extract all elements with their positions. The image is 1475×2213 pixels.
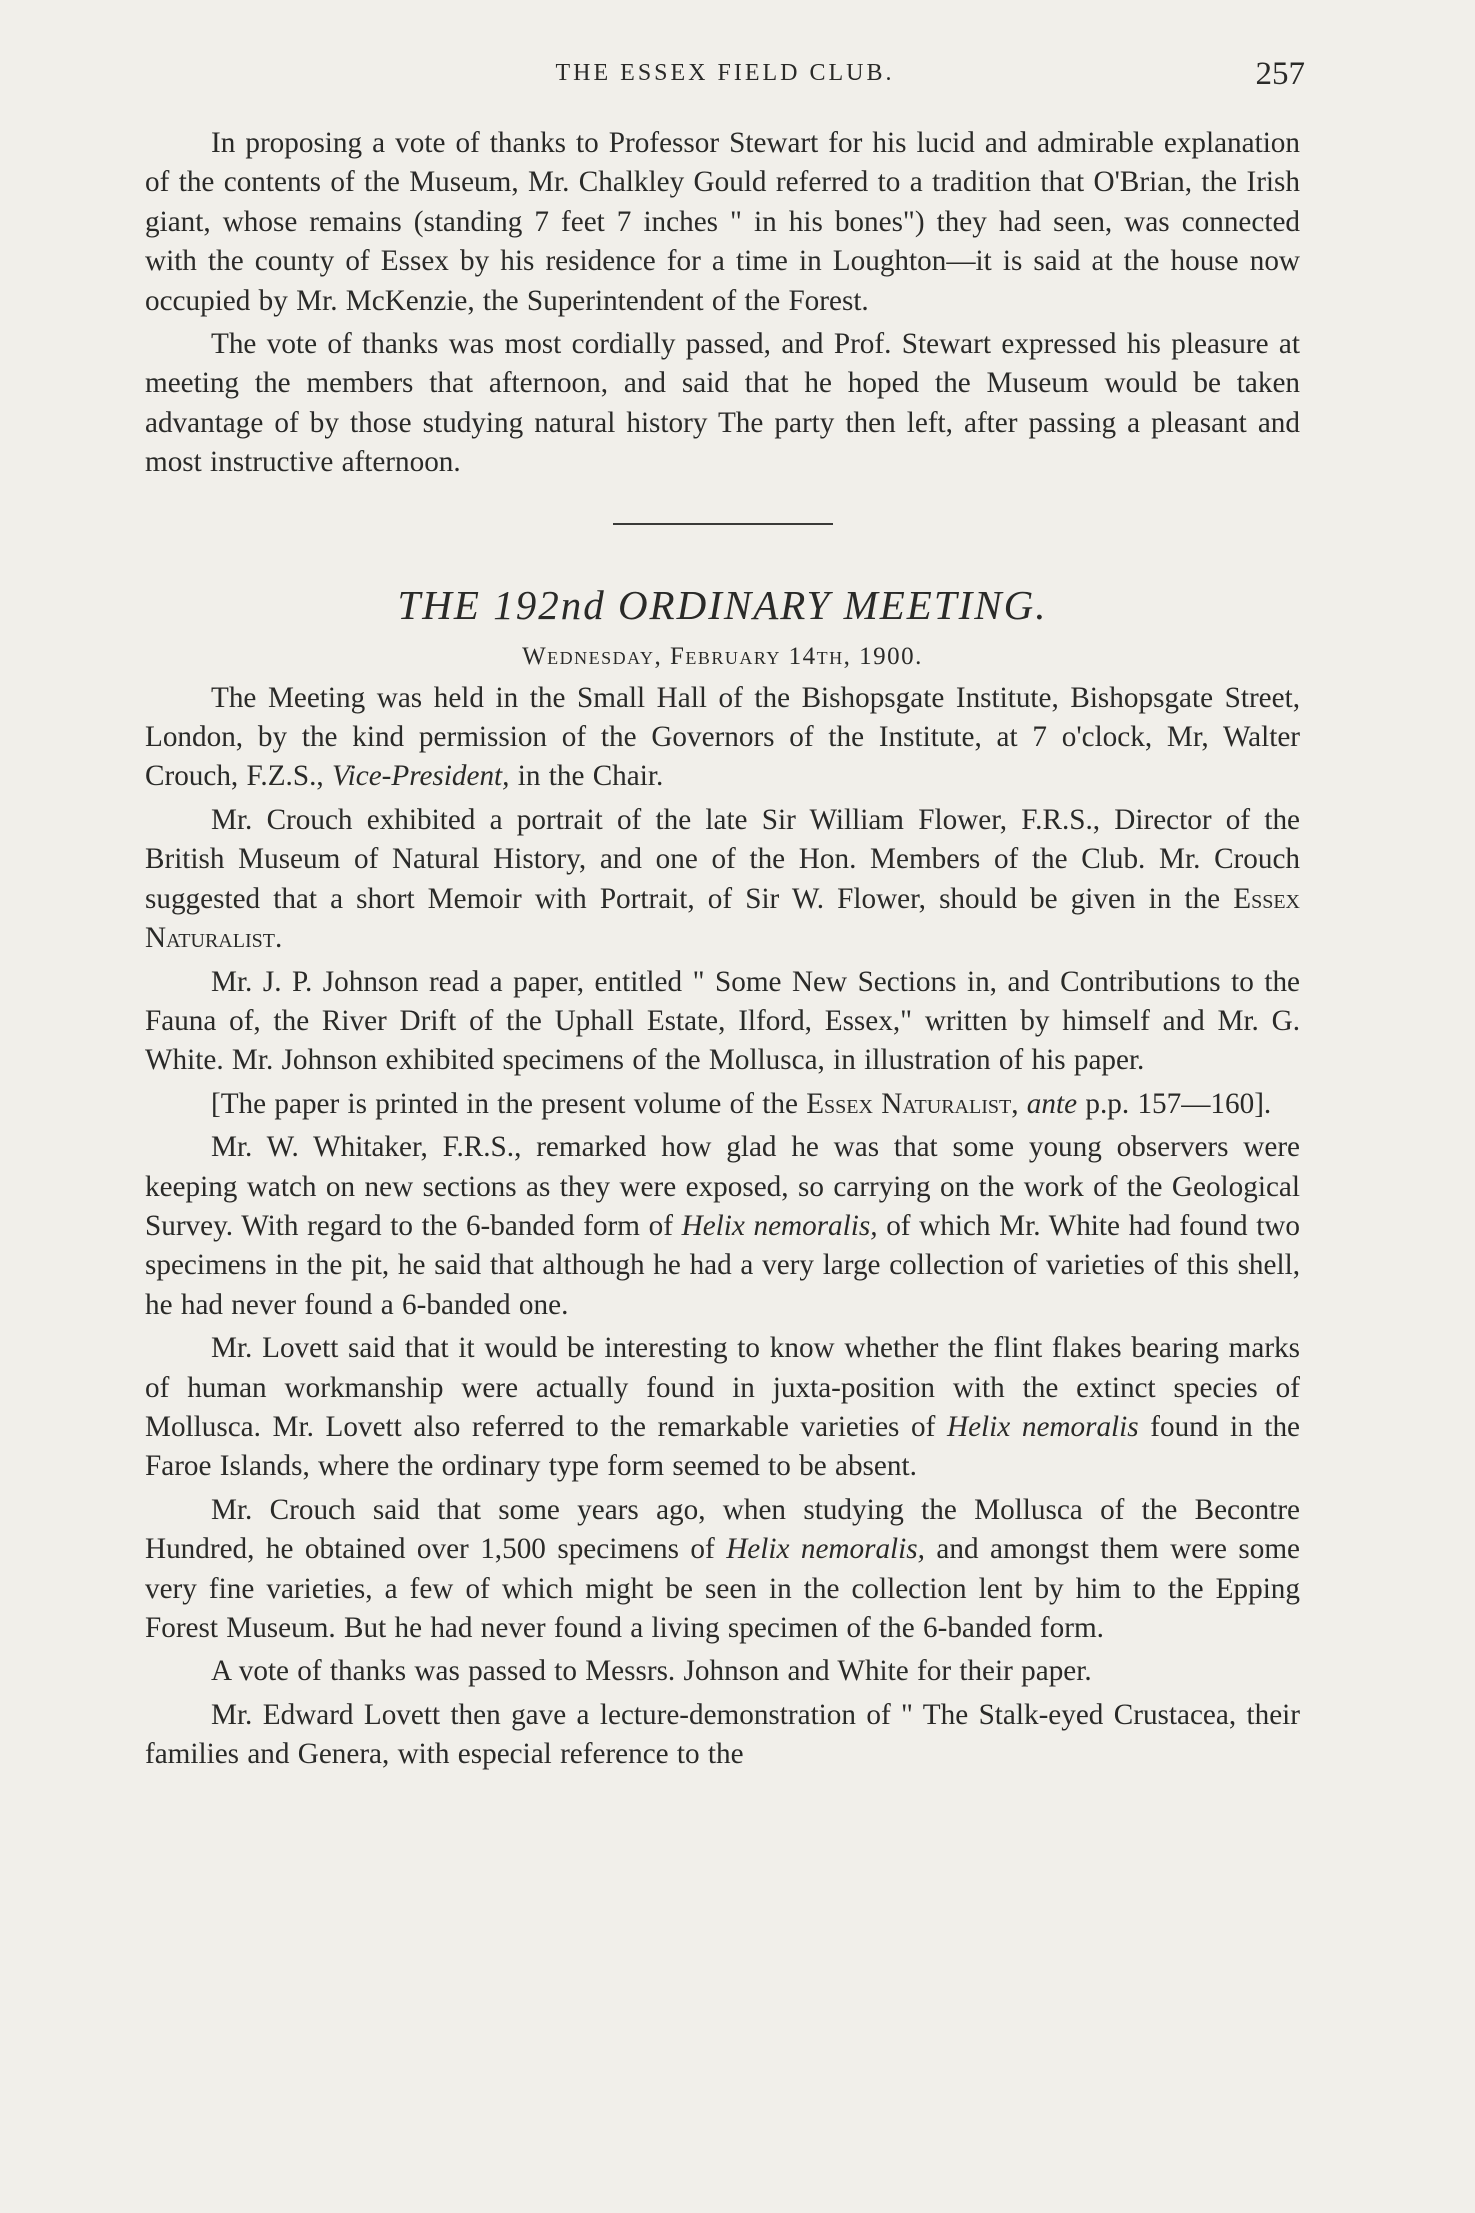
page-header [145, 56, 1305, 96]
species-name: Helix nemoralis, [726, 1533, 925, 1566]
paragraph: [The paper is printed in the present volume of the Essex Naturalist, ante p.p. 157—160]. [211, 1087, 1272, 1120]
paragraph: In proposing a vote of thanks to Professor Stewart for his lucid and admirable explanation of the contents of the Museum, Mr. Chalkley Gould referred to a tradition that O'Brian, the Irish giant, whose remains (standing 7 feet 7 inches " in his bones") they had seen, was connected with the county of Essex by his residence for a time in Loughton—it is said at the house now occupied by Mr. McKenzie, the Superintendent of the Forest. [145, 127, 1300, 317]
paragraph: The Meeting was held in the Small Hall of the Bishopsgate Institute, Bishopsgate Street, London, by the kind permission of the Governors of the Institute, at 7 o'clock, Mr, Walter Crouch, F.Z.S., Vice-President, in the Chair. [145, 681, 1300, 793]
paragraph: Mr. J. P. Johnson read a paper, entitled " Some New Sections in, and Contributions to the Fauna of, the River Drift of the Uphall Estate, Ilford, Essex," written by himself and Mr. G. White. Mr. Johnson exhibited specimens of the Mollusca, in illustration of his paper. [145, 965, 1300, 1077]
journal-name: Essex Naturalist, [806, 1087, 1019, 1120]
paragraph: Mr. W. Whitaker, F.R.S., remarked how glad he was that some young observers were keeping watch on new sections as they were exposed, so carrying on the work of the Geological Survey. With regard to the 6-banded form of Helix nemoralis, of which Mr. White had found two specimens in the pit, he said that although he had a very large collection of varieties of this shell, he had never found a 6-banded one. [145, 1131, 1300, 1321]
paragraph: Mr. Lovett said that it would be interesting to know whether the flint flakes bearing marks of human workmanship were actually found in juxta-position with the extinct species of Mollusca. Mr. Lovett also referred to the remarkable varieties of Helix nemoralis found in the Faroe Islands, where the ordinary type form seemed to be absent. [145, 1332, 1300, 1483]
page-body [145, 124, 1300, 1775]
paragraph: Mr. Crouch exhibited a portrait of the late Sir William Flower, F.R.S., Director of the British Museum of Natural History, and one of the Hon. Members of the Club. Mr. Crouch suggested that a short Memoir with Portrait, of Sir W. Flower, should be given in the Essex Naturalist. [145, 803, 1300, 955]
paragraph: The vote of thanks was most cordially passed, and Prof. Stewart expressed his pleasure at meeting the members that afternoon, and said that he hoped the Museum would be taken advantage of by those studying natural history The party then left, after passing a pleasant and most instructive afternoon. [145, 328, 1300, 479]
section-title: THE 192nd ORDINARY MEETING. [397, 581, 1048, 628]
paragraph: A vote of thanks was passed to Messrs. Johnson and White for their paper. [211, 1655, 1092, 1688]
species-name: Helix nemoralis, [681, 1209, 878, 1242]
italic-ante: ante [1026, 1087, 1078, 1120]
species-name: Helix nemoralis [947, 1410, 1139, 1443]
paragraph: Mr. Edward Lovett then gave a lecture-demonstration of " The Stalk-eyed Crustacea, their families and Genera, with especial reference to the [145, 1698, 1300, 1771]
meeting-date: Wednesday, February 14th, 1900. [522, 642, 923, 670]
journal-name: Essex Naturalist. [145, 882, 1300, 955]
section-divider [613, 523, 833, 525]
page-number: 257 [1255, 56, 1305, 92]
running-head: THE ESSEX FIELD CLUB. [555, 60, 895, 86]
italic-role: Vice-President, [331, 760, 510, 793]
paragraph: Mr. Crouch said that some years ago, when studying the Mollusca of the Becontre Hundred, he obtained over 1,500 specimens of Helix nemoralis, and amongst them were some very fine varieties, a few of which might be seen in the collection lent by him to the Epping Forest Museum. But he had never found a living specimen of the 6-banded form. [145, 1493, 1300, 1644]
